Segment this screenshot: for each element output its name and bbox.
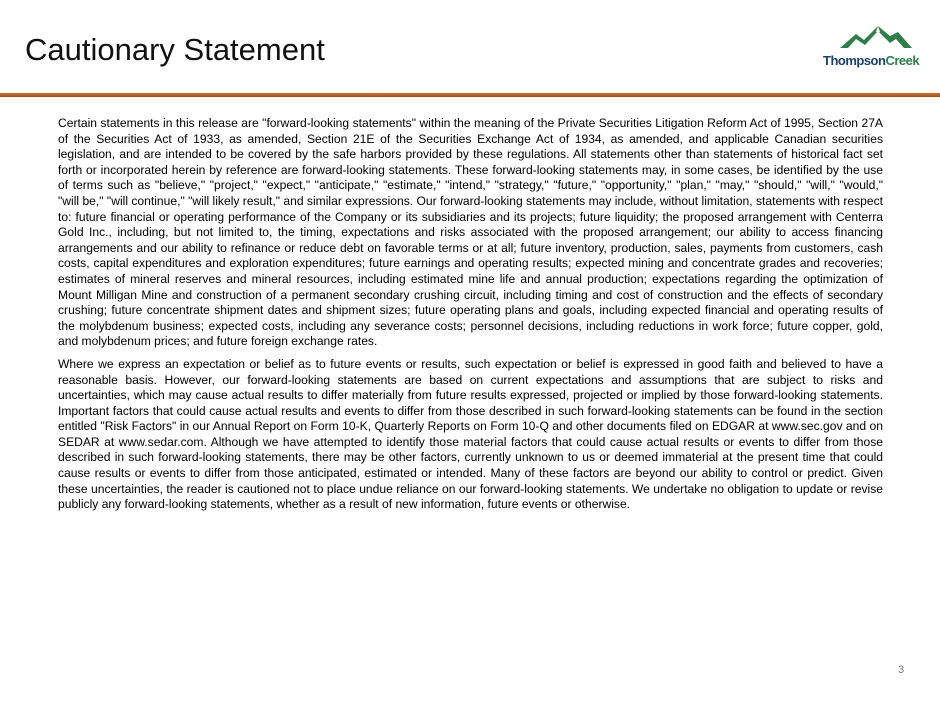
paragraph-expectations: Where we express an expectation or belief as to future events or results, such expectation or belief is expressed in good faith and believed to have a reasonable basis. However, our forward-looking statements are based on current expectations and assumptions that are subject to risks and uncertainties, which may cause actual results to differ materially from future results expressed, projected or implied by those forward-looking statements. Important factors that could cause actual results and events to differ from those described in such forward-looking statements can be found in the section entitled "Risk Factors" in our Annual Report on Form 10-K, Quarterly Reports on Form 10-Q and other documents filed on EDGAR at www.sec.gov and on SEDAR at www.sedar.com. Although we have attempted to identify those material factors that could cause actual results or events to differ from those described in such forward-looking statements, there may be other factors, currently unknown to us or deemed immaterial at the present time that could cause results or events to differ from those anticipated, estimated or intended. Many of these factors are beyond our ability to control or predict. Given these uncertainties, the reader is cautioned not to place undue reliance on our forward-looking statements. We undertake no obligation to update or revise publicly any forward-looking statements, whether as a result of new information, future events or otherwise.: [58, 356, 883, 512]
mountain-logo-icon: [818, 22, 918, 54]
paragraph-forward-looking: Certain statements in this release are "forward-looking statements" within the meaning of the Private Securities Litigation Reform Act of 1995, Section 27A of the Securities Act of 1933, as amended, Section 21E of the Securities Exchange Act of 1934, as amended, and applicable Canadian securities legislation, and are intended to be covered by the safe harbors provided by these regulations. All statements other than statements of historical fact set forth or incorporated herein by reference are forward-looking statements. These forward-looking statements may, in some cases, be identified by the use of terms such as "believe," "project," "expect," "anticipate," "estimate," "intend," "strategy," "future," "opportunity," "plan," "may," "should," "will," "would," "will be," "will continue," "will likely result," and similar expressions. Our forward-looking statements may include, without limitation, statements with respect to: future financial or operating performance of the Company or its subsidiaries and its projects; future liquidity; the proposed arrangement with Centerra Gold Inc., including, but not limited to, the timing, expectations and risks associated with the proposed arrangement; our ability to access financing arrangements and our ability to refinance or reduce debt on favorable terms or at all; future inventory, production, sales, payments from customers, cash costs, capital expenditures and exploration expenditures; future earnings and operating results; expected mining and concentrate grades and recoveries; estimates of mineral reserves and mineral resources, including estimated mine life and annual production; expectations regarding the optimization of Mount Milligan Mine and construction of a permanent secondary crushing circuit, including timing and cost of construction and the effects of secondary crushing; future concentrate shipment dates and shipment sizes; future operating plans and goals, including expected financial and operating results of the molybdenum business; expected costs, including any severance costs; personnel decisions, including reductions in work force; future copper, gold, and molybdenum prices; and future foreign exchange rates.: [58, 116, 883, 349]
company-logo: [818, 22, 918, 74]
header-divider: [0, 93, 940, 97]
statement-body: [58, 116, 883, 520]
slide-title: Cautionary Statement: [25, 32, 325, 67]
logo-wordmark: [823, 53, 919, 68]
logo-word-creek: Creek: [885, 53, 920, 68]
logo-word-thompson: Thompson: [823, 53, 886, 68]
page-number: 3: [898, 664, 905, 676]
